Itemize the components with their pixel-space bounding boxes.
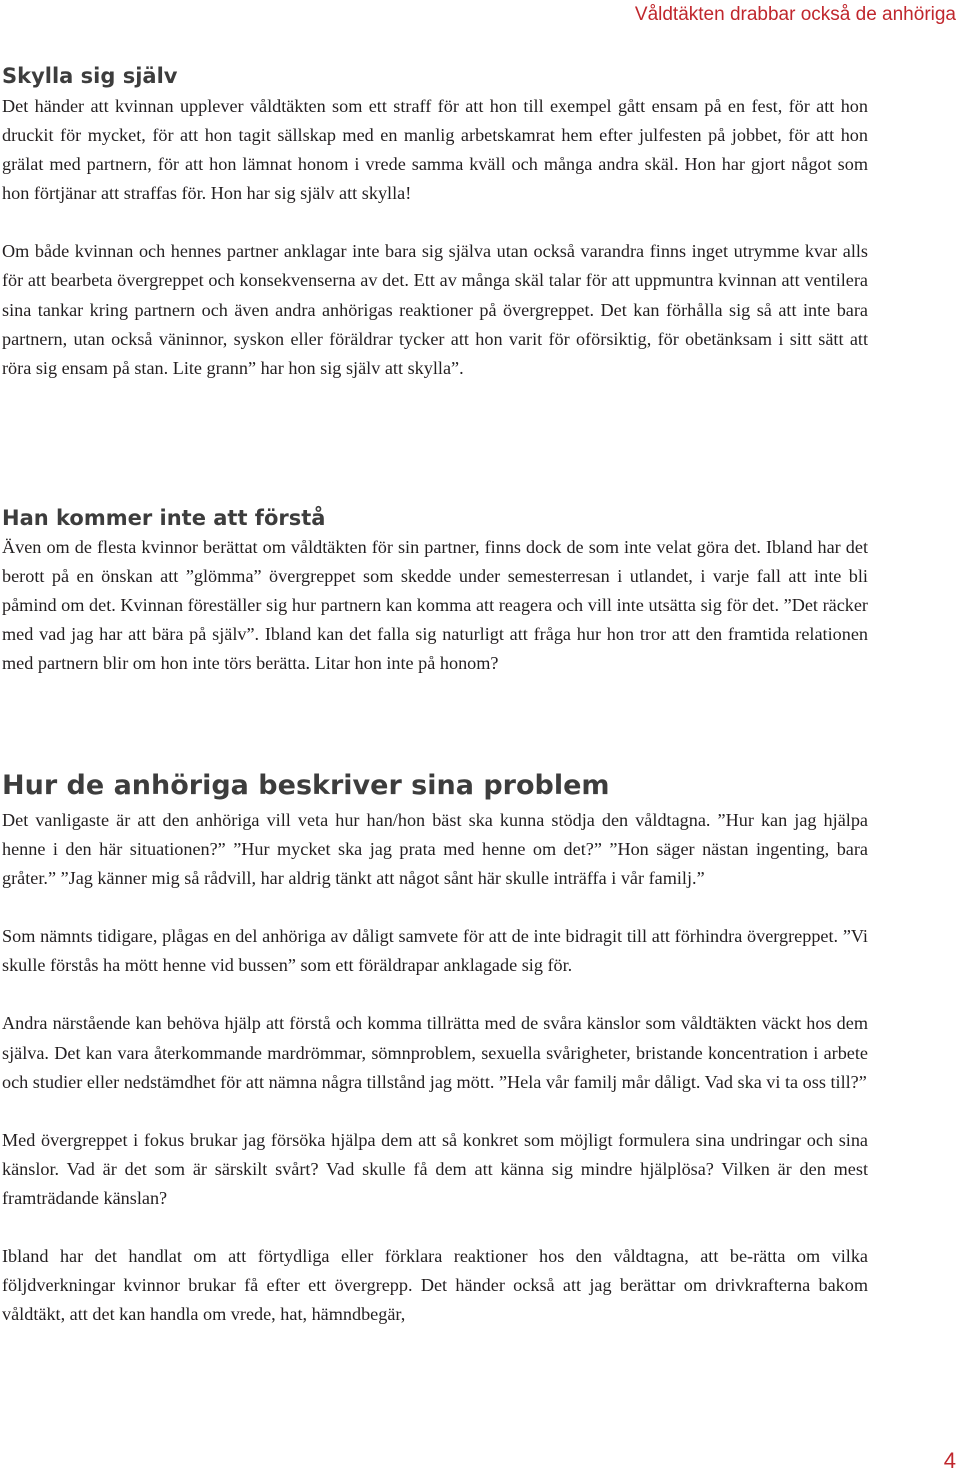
paragraph: Som nämnts tidigare, plågas en del anhöriga av dåligt samvete för att de inte bidragit till att förhindra övergreppet. ”Vi skulle förstås ha mött henne vid bussen” som ett föräldrapar anklagade sig för.	[2, 926, 868, 976]
section-heading-han-kommer-inte: Han kommer inte att förstå	[2, 506, 326, 530]
paragraph-gap	[2, 208, 868, 237]
section-body-han-kommer-inte	[2, 533, 868, 678]
paragraph-gap	[2, 893, 868, 922]
page-number: 4	[943, 1448, 956, 1473]
paragraph: Det händer att kvinnan upplever våldtäkten som ett straff för att hon till exempel gått ensam på en fest, för att hon druckit för mycket, för att hon tagit sällskap med en manlig arbetskamrat hem efter julfesten på jobbet, för att hon grälat med partnern, för att hon lämnat honom i vrede samma kväll och många andra skäl. Hon har gjort något som hon förtjänar att straffas för. Hon har sig själv att skylla!	[2, 96, 868, 204]
paragraph: Även om de flesta kvinnor berättat om våldtäkten för sin partner, finns dock de som inte velat göra det. Ibland har det berott på en önskan att ”glömma” övergreppet som skedde under semesterresan i utlandet, i varje fall att inte bli påmind om det. Kvinnan föreställer sig hur partnern kan komma att reagera och vill inte utsätta sig för det. ”Det räcker med vad jag har att bära på själv”. Ibland kan det falla sig naturligt att fråga hur hon tror att den framtida relationen med partnern blir om hon inte törs berätta. Litar hon inte på honom?	[2, 537, 868, 674]
paragraph: Ibland har det handlat om att förtydliga eller förklara reaktioner hos den våldtagna, att be-rätta om vilka följdverkningar kvinnor brukar få efter ett övergrepp. Det händer också att jag berättar om drivkrafterna bakom våldtäkt, att det kan handla om vrede, hat, hämndbegär,	[2, 1246, 868, 1325]
section-heading-hur-de-anhoriga: Hur de anhöriga beskriver sina problem	[2, 770, 610, 801]
paragraph-gap	[2, 980, 868, 1009]
paragraph-gap	[2, 1213, 868, 1242]
paragraph-gap	[2, 1097, 868, 1126]
running-head: Våldtäkten drabbar också de anhöriga	[634, 4, 956, 25]
paragraph: Det vanligaste är att den anhöriga vill veta hur han/hon bäst ska kunna stödja den våldtagna. ”Hur kan jag hjälpa henne i den här situationen?” ”Hur mycket ska jag prata med henne om det?” ”Hon säger nästan ingenting, bara gråter.” ”Jag känner mig så rådvill, har aldrig tänkt att något sånt här skulle inträffa i vår familj.”	[2, 810, 868, 889]
section-body-hur-de-anhoriga	[2, 806, 868, 1329]
section-body-skylla-sig-sjalv	[2, 92, 868, 383]
paragraph: Andra närstående kan behöva hjälp att förstå och komma tillrätta med de svåra känslor som våldtäkten väckt hos dem själva. Det kan vara återkommande mardrömmar, sömnproblem, sexuella svårigheter, bristande koncentration i arbete och studier eller nedstämdhet för att nämna några tillstånd jag mött. ”Hela vår familj mår dåligt. Vad ska vi ta oss till?”	[2, 1013, 868, 1092]
section-heading-skylla-sig-sjalv: Skylla sig själv	[2, 64, 178, 88]
paragraph: Med övergreppet i fokus brukar jag försöka hjälpa dem att så konkret som möjligt formulera sina undringar och sina känslor. Vad är det som är särskilt svårt? Vad skulle få dem att känna sig mindre hjälplösa? Vilken är den mest framträdande känslan?	[2, 1129, 868, 1208]
paragraph: Om både kvinnan och hennes partner anklagar inte bara sig själva utan också varandra finns inget utrymme kvar alls för att bearbeta övergreppet och konsekvenserna av det. Ett av många skäl talar för att uppmuntra kvinnan att ventilera sina tankar kring partnern och även andra anhörigas reaktioner på övergreppet. Det kan förhålla sig så att inte bara partnern, utan också väninnor, syskon eller föräldrar tycker att hon varit för oförsiktig, för obetänksam i sitt sätt att röra sig ensam på stan. Lite grann” har hon sig själv att skylla”.	[2, 241, 868, 378]
